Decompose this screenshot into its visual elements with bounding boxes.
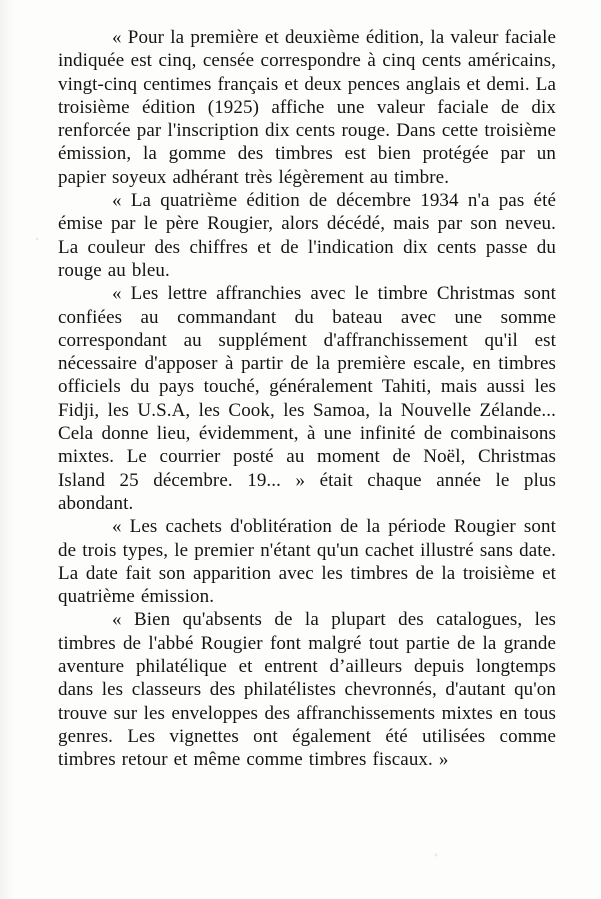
- paragraph: « Les cachets d'oblitération de la période Rougier sont de trois types, le premier n'étant qu'un cachet illustré sans date. La date fait son apparition avec les timbres de la troisième et quatrième émission.: [58, 516, 556, 608]
- body-text-block: [58, 26, 556, 772]
- paragraph: « La quatrième édition de décembre 1934 n'a pas été émise par le père Rougier, alors décédé, mais par son neveu. La couleur des chiffres et de l'indication dix cents passe du rouge au bleu.: [58, 190, 556, 281]
- paragraph: « Bien qu'absents de la plupart des catalogues, les timbres de l'abbé Rougier font malgré tout partie de la grande aventure philatélique et entrent d’ailleurs depuis longtemps dans les classeurs des philatélistes chevronnés, d'autant qu'on trouve sur les enveloppes des affranchissements mixtes en tous genres. Les vignettes ont également été utilisées comme timbres retour et même comme timbres fiscaux. »: [58, 609, 556, 771]
- paragraph: « Pour la première et deuxième édition, la valeur faciale indiquée est cinq, censée correspondre à cinq cents américains, vingt-cinq centimes français et deux pences anglais et demi. La troisième édition (1925) affiche une valeur faciale de dix renforcée par l'inscription dix cents rouge. Dans cette troisième émission, la gomme des timbres est bien protégée par un papier soyeux adhérant très légèrement au timbre.: [58, 27, 556, 188]
- paragraph: « Les lettre affranchies avec le timbre Christmas sont confiées au commandant du bateau avec une somme correspondant au supplément d'affranchissement qu'il est nécessaire d'apposer à partir de la première escale, en timbres officiels du pays touché, généralement Tahiti, mais aussi les Fidji, les U.S.A, les Cook, les Samoa, la Nouvelle Zélande... Cela donne lieu, évidemment, à une infinité de combinaisons mixtes. Le courrier posté au moment de Noël, Christmas Island 25 décembre. 19... » était chaque année le plus abondant.: [58, 283, 556, 514]
